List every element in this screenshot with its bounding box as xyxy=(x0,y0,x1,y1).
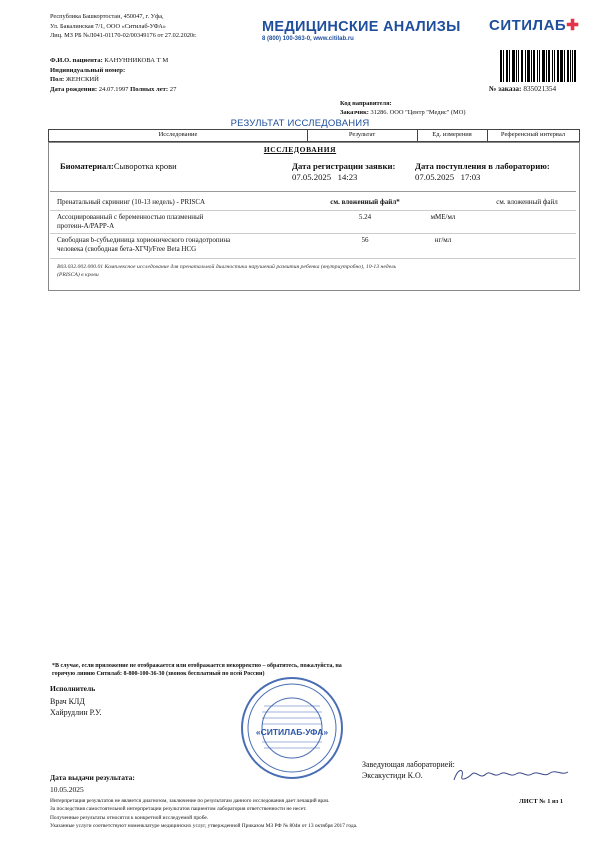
patient-info xyxy=(50,56,176,94)
sex-value: ЖЕНСКИЙ xyxy=(65,76,99,84)
row-prisca-study: Пренатальный скрининг (10-13 недель) - PRISCA xyxy=(57,198,206,206)
pappa-line-2: протеин-A/PAPP-A xyxy=(57,221,115,230)
patient-individual-number xyxy=(50,66,176,76)
row-divider xyxy=(50,233,576,234)
dob-label: Дата рождения: xyxy=(50,85,98,93)
report-title: РЕЗУЛЬТАТ ИССЛЕДОВАНИЯ xyxy=(230,118,370,129)
address-line-2: Ул. Бакалинская 7/1, ООО «Ситилаб-УФА» xyxy=(50,22,166,30)
citilab-logo xyxy=(489,16,579,34)
row-hcg-unit: нг/мл xyxy=(434,236,452,244)
section-title: ИССЛЕДОВАНИЯ xyxy=(263,145,337,154)
biomaterial-value: Сыворотка крови xyxy=(113,161,177,171)
reg-label: Дата регистрации заявки: xyxy=(292,161,396,171)
hcg-line-2: человека (свободная бета-ХГЧ)/Free Beta HCG xyxy=(57,244,197,253)
reg-value: 07.05.2025 14:23 xyxy=(292,172,358,182)
head-lab-title: Заведующая лабораторией: xyxy=(362,760,455,769)
order-value: 835021354 xyxy=(523,84,557,93)
sex-label: Пол: xyxy=(50,76,65,84)
executor-title: Исполнитель xyxy=(50,684,96,693)
biomaterial-label: Биоматериал: xyxy=(60,161,114,171)
age-label: Полных лет: xyxy=(130,85,169,93)
received-date xyxy=(415,161,550,183)
fio-value: КАНУННИКОВА Т М xyxy=(104,57,169,64)
row-pappa-unit: мМЕ/мл xyxy=(430,213,456,221)
brand-block xyxy=(262,19,461,42)
study-note xyxy=(57,263,562,279)
received-label: Дата поступления в лабораторию: xyxy=(415,161,550,171)
row-divider xyxy=(50,210,576,211)
brand-phone: 8 (800) 100-363-0, www.citilab.ru xyxy=(262,36,354,42)
hcg-line-1: Свободная b-субъединица хорионического гонадотропина xyxy=(57,236,231,244)
footnote-line-1: *В случае, если приложение не отображается или отображается некорректно – обратитесь, пожалуйста, на xyxy=(52,663,342,669)
table-header xyxy=(48,129,580,142)
disclaimer-line: За последствия самостоятельной интерпретации результатов пациентом лаборатория ответственности не несет. xyxy=(50,806,307,813)
executor-info xyxy=(50,696,101,718)
row-pappa-result: 5.24 xyxy=(358,213,372,221)
biomaterial xyxy=(60,161,177,171)
disclaimer-line: Интерпретация результатов не является диагнозом, заключение по результатам данного исследования дает лечащий врач. xyxy=(50,798,330,804)
issue-value: 10.05.2025 xyxy=(50,785,84,794)
referrer-info xyxy=(340,100,466,117)
received-value: 07.05.2025 17:03 xyxy=(415,172,481,182)
executor-role: Врач КЛД xyxy=(50,697,85,706)
signature-icon xyxy=(452,762,572,786)
head-lab-name: Эксакустиди К.О. xyxy=(362,771,423,780)
col-study: Исследование xyxy=(158,131,198,138)
col-reference: Референсный интервал xyxy=(500,131,566,138)
row-pappa-study xyxy=(57,213,203,230)
head-of-lab xyxy=(362,759,455,781)
row-hcg-study xyxy=(57,236,230,253)
age-value: 27 xyxy=(169,85,177,93)
barcode-icon xyxy=(500,50,576,82)
referrer-code-label: Код направителя: xyxy=(340,100,392,107)
row-prisca-result: см. вложенный файл* xyxy=(330,198,400,206)
address-line-1: Республика Башкортостан, 450047, г. Уфа, xyxy=(50,13,164,20)
row-divider xyxy=(50,191,576,192)
patient-fio xyxy=(50,56,176,66)
customer-value: 31286. ООО "Центр "Медис" (МО) xyxy=(370,108,466,116)
individual-label: Индивидуальный номер: xyxy=(50,66,126,74)
logo-text: СИТИЛАБ xyxy=(489,17,567,34)
row-hcg-result: 56 xyxy=(361,236,369,244)
footnote-line-2: горячую линию Ситилаб: 8-800-100-36-30 (звонок бесплатный по всей России) xyxy=(52,671,265,678)
issue-label: Дата выдачи результата: xyxy=(50,773,135,782)
row-prisca-reference: см. вложенный файл xyxy=(496,198,558,206)
dob-value: 24.07.1997 xyxy=(98,85,129,93)
customer-label: Заказчик: xyxy=(340,108,369,116)
executor-name: Хайрудлин Р.У. xyxy=(50,708,102,717)
disclaimer-line: Указанные услуги соответствуют номенклатуре медицинских услуг, утвержденной Приказом МЗ РФ № 804н от 13 октября 2017 года. xyxy=(50,822,358,829)
logo-cross-icon: ✚ xyxy=(566,17,580,34)
stamp-icon xyxy=(240,676,344,780)
patient-dob xyxy=(50,85,176,95)
note-line-1: B03.032.002.000.01 Комплексное исследование для пренатальной диагностики нарушений развития ребенка (внутриутробно), 10-13 недель xyxy=(57,264,397,270)
order-number xyxy=(489,84,556,93)
registration-date xyxy=(292,161,395,183)
lab-address xyxy=(50,12,197,41)
note-line-2: (PRISCA) в крови xyxy=(57,272,99,278)
brand-name: МЕДИЦИНСКИЕ АНАЛИЗЫ xyxy=(262,19,461,35)
disclaimer-line: Полученные результаты относятся к конкретной исследуемой пробе. xyxy=(50,814,209,821)
disclaimer xyxy=(50,797,357,830)
row-divider xyxy=(50,258,576,259)
license-line: Лиц. МЗ РБ №Л041-01170-02/00349176 от 27.02.2020г. xyxy=(50,32,197,39)
patient-sex xyxy=(50,75,176,85)
col-result: Результат xyxy=(348,131,376,138)
fio-label: Ф.И.О. пациента: xyxy=(50,57,103,64)
sheet-number: ЛИСТ № 1 из 1 xyxy=(519,798,564,805)
order-label: № заказа: xyxy=(489,84,522,93)
issue-date xyxy=(50,772,135,796)
stamp-text: «СИТИЛАБ-УФА» xyxy=(255,727,329,737)
col-unit: Ед. измерения xyxy=(432,131,472,138)
pappa-line-1: Ассоциированный с беременностью плазменный xyxy=(57,213,204,221)
